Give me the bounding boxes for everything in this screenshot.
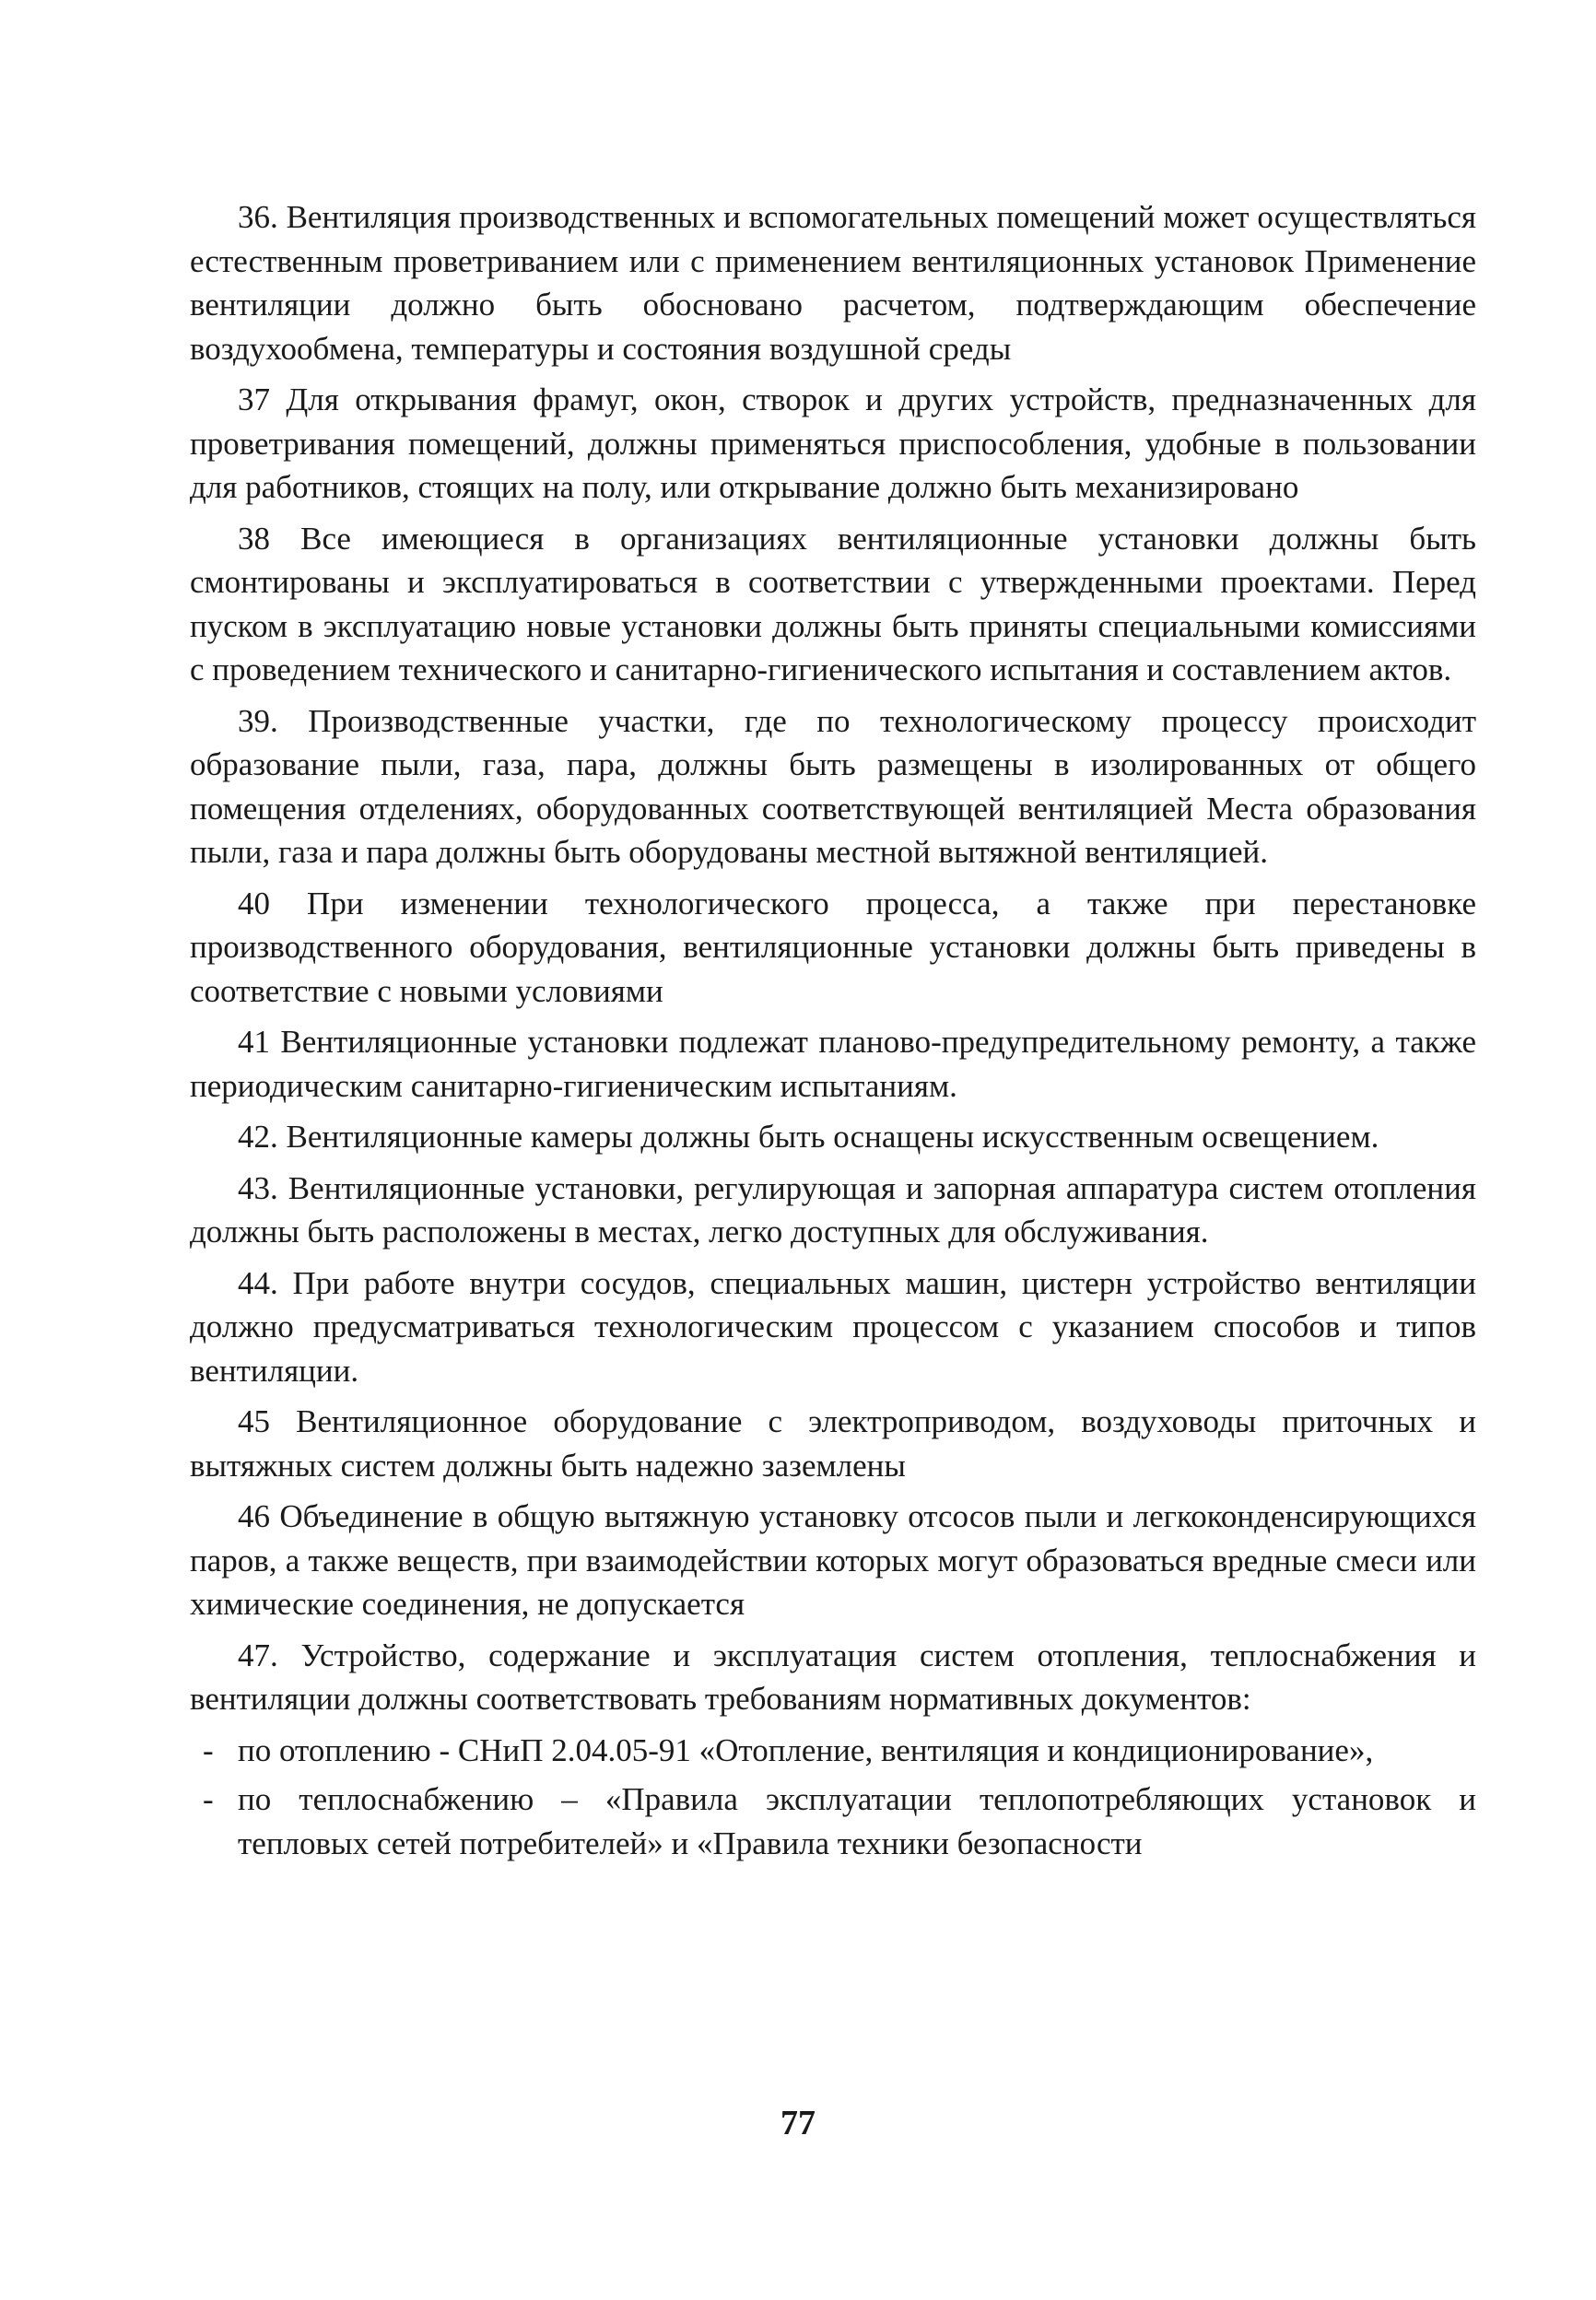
list-item-text: по отоплению - СНиП 2.04.05-91 «Отопление, вентиляция и кондиционирование», xyxy=(238,1731,1374,1768)
paragraph-44: 44. При работе внутри сосудов, специальных машин, цистерн устройство вентиляции должно предусматриваться технологическим процессом с указанием способов и типов вентиляции. xyxy=(190,1264,1476,1389)
paragraph-43: 43. Вентиляционные установки, регулирующая и запорная аппаратура систем отопления должны быть расположены в местах, легко доступных для обслуживания. xyxy=(190,1169,1476,1250)
list-item-text: по теплоснабжению – «Правила эксплуатации теплопотребляющих установок и тепловых сетей потребителей» и «Правила техники безопасности xyxy=(238,1781,1476,1861)
list-item xyxy=(190,1729,1476,1773)
normative-documents-list xyxy=(190,1729,1476,1866)
paragraph-40: 40 При изменении технологического процесса, а также при перестановке производственного оборудования, вентиляционные установки должны быть приведены в соответствие с новыми условиями xyxy=(190,885,1476,1009)
list-dash: - xyxy=(203,1731,214,1768)
list-dash: - xyxy=(203,1781,214,1817)
paragraph-41: 41 Вентиляционные установки подлежат планово-предупредительному ремонту, а также периодическим санитарно-гигиеническим испытаниям. xyxy=(190,1024,1476,1104)
paragraph-39: 39. Производственные участки, где по технологическому процессу происходит образование пыли, газа, пара, должны быть размещены в изолированных от общего помещения отделениях, оборудованных соответствующей вентиляцией Места образования пыли, газа и пара должны быть оборудованы местной вытяжной вентиляцией. xyxy=(190,702,1476,870)
paragraph-47: 47. Устройство, содержание и эксплуатация систем отопления, теплоснабжения и вентиляции должны соответствовать требованиям нормативных документов: xyxy=(190,1637,1476,1717)
paragraph-36: 36. Вентиляция производственных и вспомогательных помещений может осуществляться естественным проветриванием или с применением вентиляционных установок Применение вентиляции должно быть обосновано расчетом, подтверждающим обеспечение воздухообмена, температуры и состояния воздушной среды xyxy=(190,199,1476,367)
paragraph-37: 37 Для открывания фрамуг, окон, створок и других устройств, предназначенных для проветривания помещений, должны применяться приспособления, удобные в пользовании для работников, стоящих на полу, или открывание должно быть механизировано xyxy=(190,381,1476,505)
paragraph-46: 46 Объединение в общую вытяжную установку отсосов пыли и легкоконденсирующихся паров, а также веществ, при взаимодействии которых могут образоваться вредные смеси или химические соединения, не допускается xyxy=(190,1498,1476,1622)
page-number: 77 xyxy=(780,2104,816,2142)
paragraph-45: 45 Вентиляционное оборудование с электроприводом, воздуховоды приточных и вытяжных систем должны быть надежно заземлены xyxy=(190,1403,1476,1484)
paragraph-38: 38 Все имеющиеся в организациях вентиляционные установки должны быть смонтированы и эксплуатироваться в соответствии с утвержденными проектами. Перед пуском в эксплуатацию новые установки должны быть приняты специальными комиссиями с проведением технического и санитарно-гигиенического испытания и составлением актов. xyxy=(190,520,1476,687)
paragraph-42: 42. Вентиляционные камеры должны быть оснащены искусственным освещением. xyxy=(238,1119,1379,1155)
list-item xyxy=(190,1778,1476,1865)
page-body xyxy=(190,195,1476,1871)
